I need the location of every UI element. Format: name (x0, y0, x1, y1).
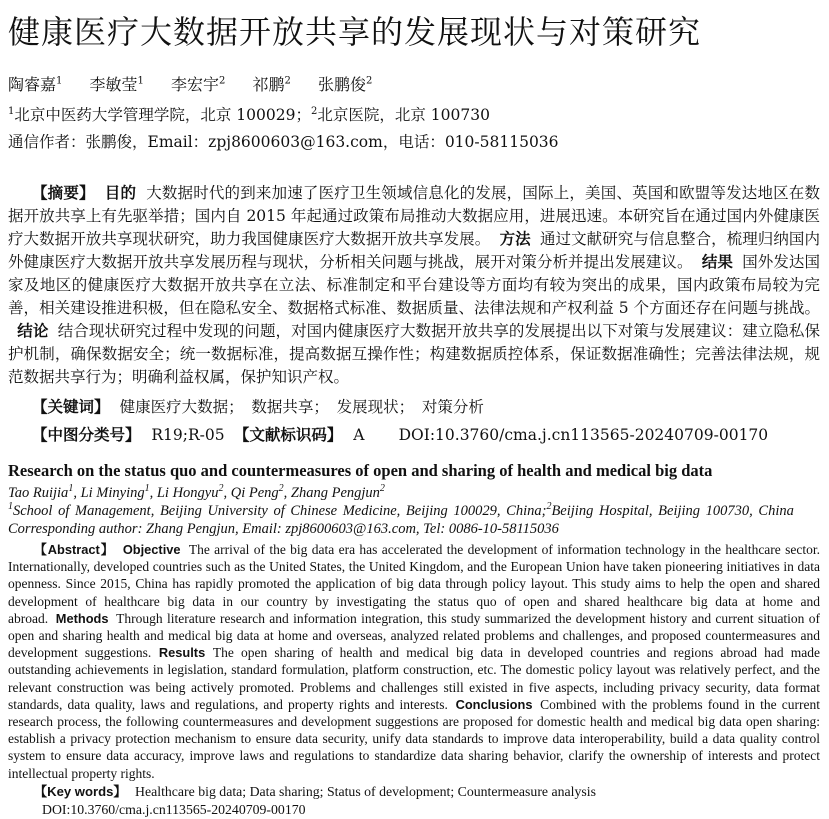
author-name-en: Qi Peng (230, 485, 279, 501)
affiliation-en-line (8, 502, 820, 520)
doi-en-line: DOI:10.3760/cma.j.cn113565-20240709-00170 (42, 801, 306, 817)
affiliation-text: School of Management, Beijing University of Chinese Medicine, Beijing 100029, China; (13, 503, 547, 519)
author-cn (171, 75, 225, 94)
authors-en-line (8, 484, 820, 502)
conclusions-text-cn: 结合现状研究过程中发现的问题，对国内健康医疗大数据开放共享的发展提出以下对策与发展建议：建立隐私保护机制，确保数据安全；统一数据标准，提高数据互操作性；构建数据质控体系，保证数据准确性；完善法律法规，规范数据共享行为；明确利益权属，保护知识产权。 (8, 322, 820, 386)
results-text-cn: 国外发达国家及地区的健康医疗大数据开放共享在立法、标准制定和平台建设等方面均有较为突出的成果，国内政策布局较为完善，相关建设推进积极，但在隐私安全、数据格式标准、数据质量、法律法规和产权利益 5 个方面还存在问题与挑战。 (8, 253, 820, 317)
author-name-cn: 祁鹏 (252, 75, 285, 94)
authors-cn-line (8, 74, 820, 96)
objective-text-en: The arrival of the big data era has accelerated the development of information technology in the healthcare sector. Internationally, developed countries such as the United States, the United Kingdom, and the European Union have taken pioneering initiatives in data openness. Since 2015, China has rapidly promoted the application of big data through policy layout. This study aims to help the open and shared development of healthcare big data in our country by investigating the status quo of open and shared healthcare big data at home and abroad. (8, 542, 820, 626)
objective-text-cn: 大数据时代的到来加速了医疗卫生领域信息化的发展，国际上，美国、英国和欧盟等发达地区在数据开放共享上有先驱举措；国内自 2015 年起通过政策布局推动大数据应用，进展迅速。本研究旨在通过国内外健康医疗大数据开放共享现状研究，助力我国健康医疗大数据开放共享发展。 (8, 184, 820, 248)
methods-text-en: Through literature research and information integration, this study summarized the development history and current situation of open and sharing health and medical big data at home and overseas, analyzed related problems and challenges, and proposed countermeasures and development suggestions. (8, 610, 820, 661)
conclusions-label-en: Conclusions (455, 696, 533, 712)
author-affiliation-mark: 2 (218, 75, 226, 87)
conclusions-label-cn: 结论 (17, 322, 49, 340)
author-cn (8, 75, 62, 94)
author-affiliation-mark: 1 (68, 483, 74, 495)
english-section (8, 461, 820, 819)
doi-cn: DOI:10.3760/cma.j.cn113565-20240709-00170 (398, 426, 769, 444)
author-affiliation-mark: 1 (144, 483, 150, 495)
classification-line (8, 421, 820, 449)
objective-label-cn: 目的 (104, 184, 137, 202)
keywords-text-en: Healthcare big data; Data sharing; Status of development; Countermeasure analysis (135, 783, 596, 799)
affiliation-mark: 2 (310, 105, 318, 117)
results-text-en: The open sharing of health and medical big data in developed countries and regions abroad had made outstanding achievements in legislation, standard formulation, platform construction, etc. The domestic policy layout was relatively perfect, and the relevant construction was being actively promoted. Problems and challenges still existed in five aspects, including privacy security, data format standards, data quality, laws and regulations, and property rights and interests. (8, 645, 821, 712)
author-name-en: Tao Ruijia (8, 485, 69, 501)
abstract-label-en: 【Abstract】 (34, 542, 115, 557)
affiliation-mark: 1 (8, 105, 15, 117)
methods-label-cn: 方法 (499, 230, 531, 248)
author-separator: , (73, 485, 81, 501)
author-affiliation-mark: 2 (379, 483, 385, 495)
author-name-en: Li Minying (80, 485, 145, 501)
author-separator: , (223, 485, 231, 501)
author-en (157, 485, 231, 501)
author-affiliation-mark: 2 (365, 75, 373, 87)
author-cn (252, 75, 290, 94)
doc-type-label: 【文献标识码】 (233, 426, 343, 444)
abstract-en-paragraph (8, 541, 820, 782)
doc-type-value: A (353, 426, 365, 444)
corresponding-author-cn: 通信作者：张鹏俊，Email：zpj8600603@163.com，电话：010-58115036 (8, 133, 559, 151)
author-separator: , (149, 485, 157, 501)
affiliation-cn-line (8, 102, 820, 129)
author-affiliation-mark: 2 (278, 483, 284, 495)
clc-value: R19;R-05 (151, 426, 225, 444)
author-name-en: Li Hongyu (156, 485, 219, 501)
clc-label: 【中图分类号】 (32, 426, 141, 444)
results-label-cn: 结果 (701, 253, 733, 271)
author-name-cn: 李宏宇 (170, 75, 219, 94)
author-name-cn: 李敏莹 (89, 75, 138, 94)
keywords-cn-line (8, 393, 820, 421)
page-title-cn: 健康医疗大数据开放共享的发展现状与对策研究 (8, 13, 702, 51)
author-name-cn: 陶睿嘉 (8, 75, 57, 94)
keywords-label-cn: 【关键词】 (32, 398, 110, 416)
conclusions-text-en: Combined with the problems found in the current research process, the following countermeasures and development suggestions are proposed for domestic health and medical big data open sharing: establish a privacy protection mechanism to ensure data security, unify data standards to improve data interoperability, build a data quality control system to ensure data accuracy, improve laws and regulations to standardize data sharing behavior, clarify the ownership of interests and protect intellectual property rights. (8, 696, 820, 781)
affiliation-mark: 2 (546, 501, 552, 513)
abstract-label-cn: 【摘要】 (32, 184, 95, 202)
affiliation-text: 北京中医药大学管理学院，北京 100029； (14, 106, 311, 124)
author-en (8, 485, 81, 501)
author-affiliation-mark: 2 (284, 75, 291, 87)
author-name-en: Zhang Pengjun (290, 485, 380, 501)
author-separator: , (283, 485, 291, 501)
methods-text-cn: 通过文献研究与信息整合，梳理归纳国内外健康医疗大数据开放共享发展历程与现状，分析相关问题与挑战，展开对策分析并提出发展建议。 (8, 230, 820, 271)
page-title-en: Research on the status quo and countermeasures of open and sharing of health and medical big data (8, 461, 713, 480)
author-cn (89, 75, 143, 94)
author-en (231, 485, 291, 501)
objective-label-en: Objective (122, 542, 181, 557)
abstract-cn-paragraph (8, 182, 820, 389)
methods-label-en: Methods (55, 610, 109, 626)
author-cn (318, 75, 372, 94)
author-name-cn: 张鹏俊 (317, 75, 366, 94)
author-affiliation-mark: 1 (56, 75, 63, 87)
corresponding-author-en: Corresponding author: Zhang Pengjun, Email: zpj8600603@163.com, Tel: 0086-10-58115036 (8, 521, 559, 537)
keywords-label-en: 【Key words】 (34, 783, 127, 799)
affiliation-text: Beijing Hospital, Beijing 100730, China (551, 503, 794, 519)
results-label-en: Results (158, 645, 206, 661)
affiliation-text: 北京医院，北京 100730 (317, 106, 490, 124)
affiliation-mark: 1 (8, 501, 13, 513)
author-en (291, 485, 385, 501)
author-affiliation-mark: 1 (137, 75, 144, 87)
keywords-text-cn: 健康医疗大数据； 数据共享； 发展现状； 对策分析 (119, 398, 484, 416)
author-en (81, 485, 157, 501)
keywords-en-line (8, 783, 820, 801)
author-affiliation-mark: 2 (218, 483, 224, 495)
